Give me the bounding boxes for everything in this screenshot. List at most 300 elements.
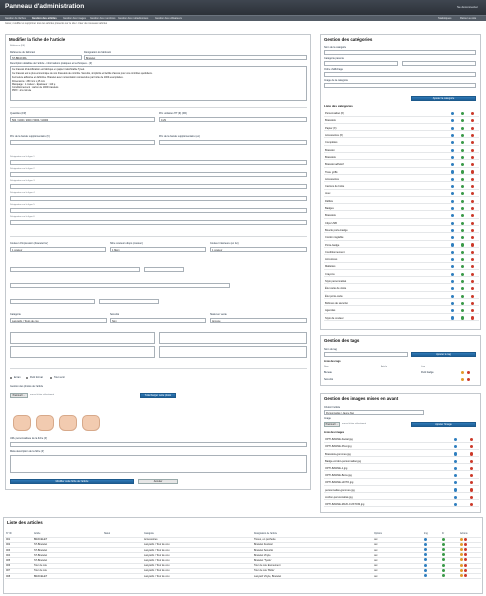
mini-label: Désignation sur la ligne 4: [10, 192, 35, 194]
article-cell: Tour de cou 'Boîte': [253, 568, 373, 573]
view-icon[interactable]: [451, 273, 454, 276]
delete-icon[interactable]: [471, 251, 474, 254]
category-row: [324, 264, 479, 270]
delete-icon[interactable]: [470, 438, 473, 441]
add-tag-button[interactable]: Ajouter le tag: [411, 352, 476, 357]
main-nav: [0, 15, 486, 21]
edit-icon[interactable]: [461, 112, 464, 115]
category-row: [324, 162, 479, 168]
category-name: Bracelets: [325, 119, 336, 123]
delete-icon[interactable]: [464, 553, 467, 556]
article-cell: Bracelet Sécurité: [253, 548, 373, 553]
delete-icon[interactable]: [464, 574, 467, 577]
edit-icon[interactable]: [461, 280, 464, 283]
view-icon[interactable]: [451, 207, 454, 210]
column-header: Catégorie: [143, 532, 253, 537]
cancel-button[interactable]: Annuler: [138, 479, 178, 484]
flag-icon[interactable]: [442, 574, 445, 577]
delete-icon[interactable]: [471, 207, 474, 210]
image-file-name: Bracelets-gommes.jpg: [325, 452, 351, 456]
view-icon[interactable]: [451, 251, 454, 254]
view-icon[interactable]: [451, 287, 454, 290]
delete-icon[interactable]: [467, 378, 470, 381]
delete-icon[interactable]: [471, 265, 474, 268]
delete-icon[interactable]: [470, 488, 473, 491]
opt-label-1: Prix de la bande supplémentaire (fr): [10, 135, 50, 138]
mini-label: Désignation sur la ligne 3: [10, 180, 35, 182]
article-cell: Lanyards / Tour de cou: [143, 548, 253, 553]
divider: [10, 368, 307, 369]
edit-icon[interactable]: [461, 214, 464, 217]
delete-icon[interactable]: [471, 127, 474, 130]
flag-icon[interactable]: [442, 569, 445, 572]
category-row: [324, 199, 479, 205]
flag-icon[interactable]: [442, 543, 445, 546]
extra-input-2[interactable]: [144, 267, 184, 272]
notes-b[interactable]: [159, 332, 307, 344]
delete-icon[interactable]: [471, 112, 474, 115]
delete-icon[interactable]: [471, 178, 474, 181]
delete-icon[interactable]: [470, 481, 473, 484]
edit-icon[interactable]: [460, 569, 463, 572]
category-row: [324, 250, 479, 256]
edit-icon[interactable]: [461, 185, 464, 188]
choose-file-button[interactable]: Parcourir…: [10, 393, 28, 398]
edit-icon[interactable]: [461, 127, 464, 130]
delete-icon[interactable]: [471, 134, 474, 137]
view-icon[interactable]: [451, 127, 454, 130]
cat-image-input[interactable]: [324, 83, 476, 88]
delete-icon[interactable]: [470, 474, 473, 477]
view-icon[interactable]: [451, 149, 454, 152]
flag-icon[interactable]: [442, 538, 445, 541]
edit-icon[interactable]: [460, 548, 463, 551]
edit-icon[interactable]: [461, 229, 464, 232]
fr-label: Référence (FR): [10, 45, 26, 47]
color-select-2[interactable]: 1 Mém: [110, 247, 206, 252]
article-cell: Lanyards / Tour de cou: [143, 553, 253, 558]
category-row: [324, 169, 479, 175]
images-list-title: Liste des images: [324, 431, 345, 434]
view-icon[interactable]: [451, 243, 454, 246]
edit-icon[interactable]: [461, 156, 464, 159]
article-cell: 003: [5, 548, 33, 553]
edit-icon[interactable]: [461, 207, 464, 210]
color-label-1: Couleur d'impression (bracelet fer): [10, 242, 49, 245]
nav-item-stats[interactable]: Statistiques: [438, 17, 452, 21]
upload-photo-button[interactable]: Télécharger cette photo: [140, 393, 176, 398]
view-icon[interactable]: [454, 445, 457, 448]
image-icon[interactable]: [424, 538, 427, 541]
delete-icon[interactable]: [471, 200, 474, 203]
category-row: [324, 111, 479, 117]
delete-icon[interactable]: [471, 229, 474, 232]
view-icon[interactable]: [451, 302, 454, 305]
mini-input[interactable]: [10, 220, 307, 225]
nav-item-back[interactable]: Retour au site: [460, 17, 477, 21]
edit-icon[interactable]: [461, 236, 464, 239]
image-row: [324, 480, 479, 486]
edit-icon[interactable]: [461, 287, 464, 290]
category-name: Étui carte de visite: [325, 287, 347, 291]
cat-order-input[interactable]: [324, 72, 476, 77]
article-options: oui: [373, 558, 423, 563]
cat-parent-select[interactable]: [324, 61, 398, 66]
notes-c[interactable]: [10, 346, 155, 358]
category-row: [324, 257, 479, 263]
notes-d[interactable]: [159, 346, 307, 358]
add-category-button[interactable]: Ajouter la catégorie: [411, 96, 476, 101]
category-row: [324, 126, 479, 132]
delete-icon[interactable]: [471, 163, 474, 166]
delete-icon[interactable]: [470, 503, 473, 506]
type-select[interactable]: Non: [110, 318, 206, 323]
category-name: Stylo personnalisé: [325, 280, 347, 284]
category-name: Porte-badge: [325, 243, 340, 247]
view-icon[interactable]: [451, 141, 454, 144]
delete-icon[interactable]: [471, 309, 474, 312]
category-row: [324, 301, 479, 307]
mini-input[interactable]: [10, 172, 307, 177]
edit-icon[interactable]: [461, 243, 464, 246]
article-cell: Tissus, en pochette: [253, 537, 373, 542]
category-row: [324, 294, 479, 300]
image-file-name: Badge-cordon-personnalisé.jpg: [325, 459, 362, 463]
add-image-button[interactable]: Ajouter l'image: [411, 422, 476, 427]
delete-icon[interactable]: [471, 280, 474, 283]
extra-input-3[interactable]: [10, 283, 230, 288]
img-choose-button[interactable]: Parcourir…: [325, 423, 339, 426]
flag-icon[interactable]: [442, 548, 445, 551]
image-icon[interactable]: [424, 543, 427, 546]
edit-icon[interactable]: [460, 553, 463, 556]
nav-item-images[interactable]: Gestion des images: [63, 17, 86, 21]
category-row: [324, 213, 479, 219]
tag-col-link: Lien: [421, 366, 426, 368]
category-row: [324, 286, 479, 292]
delete-icon[interactable]: [471, 141, 474, 144]
edit-icon[interactable]: [461, 163, 464, 166]
edit-icon[interactable]: [461, 170, 464, 173]
view-icon[interactable]: [451, 222, 454, 225]
tags-list-title: Liste des tags: [324, 360, 341, 363]
check-ecran[interactable]: [10, 377, 12, 379]
color-label-3: Couleur intérieure (en fer): [210, 242, 239, 245]
article-cell: 002: [5, 542, 33, 547]
desc-textarea[interactable]: [10, 66, 307, 101]
category-row: [324, 184, 479, 190]
qty-label: Quantités (FR): [10, 112, 27, 115]
image-icon[interactable]: [424, 553, 427, 556]
delete-icon[interactable]: [470, 496, 473, 499]
tags-panel: [320, 335, 481, 386]
delete-icon[interactable]: [471, 258, 474, 261]
view-icon[interactable]: [454, 452, 457, 455]
edit-icon[interactable]: [461, 309, 464, 312]
edit-icon[interactable]: [461, 378, 464, 381]
article-options: oui: [373, 553, 423, 558]
image-file-name: OPTI-BANNE-1.jpg: [325, 466, 348, 470]
tag-col-name: Nom: [324, 366, 329, 368]
delete-icon[interactable]: [470, 452, 473, 455]
meta-textarea[interactable]: [10, 455, 307, 473]
view-icon[interactable]: [454, 488, 457, 491]
view-icon[interactable]: [451, 185, 454, 188]
view-icon[interactable]: [454, 503, 457, 506]
opt-input-1[interactable]: [10, 140, 155, 145]
delete-icon[interactable]: [464, 569, 467, 572]
category-row: [324, 155, 479, 161]
category-name: Conditionnement: [325, 250, 345, 254]
image-file-name: OPTI-BANNE-HOTO.jpg: [325, 481, 354, 485]
view-icon[interactable]: [454, 481, 457, 484]
view-icon[interactable]: [451, 236, 454, 239]
check-tout[interactable]: [50, 377, 52, 379]
category-row: [324, 308, 479, 314]
color-select-1[interactable]: 1 couleur: [10, 247, 106, 252]
extra-input-5[interactable]: [99, 299, 159, 304]
edit-icon[interactable]: [461, 141, 464, 144]
view-icon[interactable]: [451, 119, 454, 122]
hand-photo-4: [82, 415, 100, 431]
disconnect-link[interactable]: Se déconnecter: [456, 5, 478, 9]
desc-line: Ce bracelet est le plus économique de nos bracelets de contrôle. Sécurité, simplicité et facilité d'accès pour vos contrôles quotidiens.: [12, 72, 153, 75]
delete-icon[interactable]: [471, 170, 474, 173]
desc-line: Ce bracelet d'identification est fabriqué en papier indéchirable Tyvek.: [12, 68, 85, 71]
view-icon[interactable]: [454, 438, 457, 441]
mini-input[interactable]: [10, 208, 307, 213]
delete-icon[interactable]: [464, 564, 467, 567]
category-name: Personnalisé (fr): [325, 112, 345, 116]
edit-icon[interactable]: [461, 273, 464, 276]
category-name: Défilés: [325, 199, 333, 203]
mini-input[interactable]: [10, 184, 307, 189]
cat-order-label: Ordre d'affichage: [324, 68, 344, 71]
category-name: Mallettes: [325, 265, 336, 269]
mini-label: Désignation sur la ligne 1: [10, 156, 35, 158]
column-header: Article: [33, 532, 103, 537]
view-icon[interactable]: [451, 163, 454, 166]
tag-name-label: Nom du tag: [324, 348, 337, 351]
opt-label-2: Prix de la bande supplémentaire (en): [159, 135, 200, 138]
article-cell: Tour de cou: [33, 563, 103, 568]
edit-icon[interactable]: [461, 316, 464, 319]
edit-icon[interactable]: [461, 178, 464, 181]
delete-icon[interactable]: [471, 222, 474, 225]
no-file-text: aucun fichier sélectionné: [30, 394, 55, 396]
nav-item-users[interactable]: Gestion des utilisateurs: [155, 17, 182, 21]
edit-icon[interactable]: [461, 251, 464, 254]
image-icon[interactable]: [424, 569, 427, 572]
view-icon[interactable]: [451, 316, 454, 319]
article-cell: Lanyards / Tour de cou: [143, 568, 253, 573]
check-ecran-label: Écran: [14, 376, 21, 379]
edit-icon[interactable]: [461, 149, 464, 152]
category-row: [324, 206, 479, 212]
edit-icon[interactable]: [461, 371, 464, 374]
qty-input[interactable]: 500 / 1000 / 2000 / 5000 / 10000: [10, 117, 155, 122]
delete-icon[interactable]: [470, 467, 473, 470]
image-icon[interactable]: [424, 564, 427, 567]
column-header: Désignation de l'article: [253, 532, 373, 537]
delete-icon[interactable]: [471, 287, 474, 290]
category-name: Étui porte-carte: [325, 294, 343, 298]
desc-line: Conditionnement : carton de 1000 bracelets: [12, 86, 59, 89]
delete-icon[interactable]: [471, 243, 474, 246]
view-icon[interactable]: [454, 474, 457, 477]
image-icon[interactable]: [424, 574, 427, 577]
delete-icon[interactable]: [471, 156, 474, 159]
edit-icon[interactable]: [461, 192, 464, 195]
opt-input-2[interactable]: [159, 140, 307, 145]
cat-select[interactable]: Lanyards / Tours de cou: [10, 318, 107, 323]
article-cell: Lanyards / Tour de cou: [143, 563, 253, 568]
nav-item-articles[interactable]: Gestion des articles: [32, 17, 57, 21]
notes-a[interactable]: [10, 332, 155, 344]
extra-input-1[interactable]: [10, 267, 140, 272]
category-row: [324, 235, 479, 241]
check-petit-label: Petit format: [30, 376, 43, 379]
view-icon[interactable]: [451, 265, 454, 268]
category-row: [324, 148, 479, 154]
view-icon[interactable]: [451, 280, 454, 283]
view-icon[interactable]: [451, 309, 454, 312]
save-article-button[interactable]: Modifier cette fiche de l'article: [10, 479, 134, 484]
delete-icon[interactable]: [471, 302, 474, 305]
view-icon[interactable]: [454, 460, 457, 463]
delete-icon[interactable]: [470, 460, 473, 463]
view-icon[interactable]: [451, 229, 454, 232]
delete-icon[interactable]: [471, 192, 474, 195]
view-icon[interactable]: [451, 178, 454, 181]
delete-icon[interactable]: [471, 214, 474, 217]
article-cell: Lanyards / Tour de cou: [143, 574, 253, 579]
flag-icon[interactable]: [442, 558, 445, 561]
image-file-name: OPTI-BANNE-Pixel.jpg: [325, 445, 352, 449]
top-bar: [0, 0, 486, 15]
cat-parent-select-2[interactable]: [402, 61, 476, 66]
column-header: Actions: [459, 532, 481, 537]
delete-icon[interactable]: [464, 558, 467, 561]
view-icon[interactable]: [451, 295, 454, 298]
column-header: N° ID: [5, 532, 33, 537]
delete-icon[interactable]: [471, 185, 474, 188]
edit-icon[interactable]: [461, 119, 464, 122]
edit-icon[interactable]: [461, 222, 464, 225]
delete-icon[interactable]: [467, 371, 470, 374]
article-cell: ST-Bracelet: [33, 542, 103, 547]
article-cell: Accessoires: [143, 537, 253, 542]
view-icon[interactable]: [451, 134, 454, 137]
edit-icon[interactable]: [460, 574, 463, 577]
edit-icon[interactable]: [460, 538, 463, 541]
article-cell: Bracelet 'Tyvek': [253, 558, 373, 563]
meta-label: Méta description de la fiche (fr): [10, 450, 45, 453]
edit-icon[interactable]: [460, 558, 463, 561]
edit-icon[interactable]: [461, 265, 464, 268]
category-name: Accessoires (fr): [325, 134, 344, 138]
image-icon[interactable]: [424, 558, 427, 561]
delete-icon[interactable]: [471, 149, 474, 152]
delete-icon[interactable]: [471, 316, 474, 319]
desc-line: Fermeture adhésive et définitive. Bracelet avec numérotation consécutive par boîte de 1000 exemplaires.: [12, 76, 124, 79]
img-article-select[interactable]: Personnalisé / Jaune fluo: [324, 410, 424, 415]
check-petit[interactable]: [26, 377, 28, 379]
image-row: [324, 437, 479, 443]
delete-icon[interactable]: [471, 119, 474, 122]
mini-input[interactable]: [10, 160, 307, 165]
delete-icon[interactable]: [464, 548, 467, 551]
category-name: Accessoires: [325, 177, 339, 181]
edit-icon[interactable]: [461, 295, 464, 298]
tag-row-name: Sécurité: [324, 378, 334, 381]
edit-icon[interactable]: [461, 200, 464, 203]
tag-name-input[interactable]: [324, 352, 408, 357]
article-cell: Tour de cou Événement: [253, 563, 373, 568]
delete-icon[interactable]: [464, 543, 467, 546]
view-icon[interactable]: [451, 170, 454, 173]
edit-icon[interactable]: [460, 543, 463, 546]
color-select-3[interactable]: 1 couleur: [210, 247, 307, 252]
status-select[interactable]: Ancune: [210, 318, 307, 323]
actions-cell: [459, 574, 481, 579]
price-input[interactable]: 0,29: [159, 117, 307, 122]
delete-icon[interactable]: [471, 273, 474, 276]
view-icon[interactable]: [451, 200, 454, 203]
page-subtitle: Gérer, modifier et supprimer tous les articles présents sur le site / créer de nouveaux articles: [5, 22, 108, 25]
status-label: Statut en vente: [210, 313, 227, 316]
url-input[interactable]: [10, 442, 307, 447]
delete-icon[interactable]: [470, 445, 473, 448]
mini-label: Désignation sur la ligne 2: [10, 168, 35, 170]
design-input[interactable]: Bracelet: [84, 55, 307, 60]
flag-icon[interactable]: [442, 553, 445, 556]
edit-icon[interactable]: [460, 564, 463, 567]
category-name: Papier (fr): [325, 126, 337, 130]
hand-photo-2: [36, 415, 54, 431]
category-name: Bracelet adhésif: [325, 163, 344, 167]
view-icon[interactable]: [451, 214, 454, 217]
desc-label: Description détaillée de l'article - informations pratiques et techniques - (fr): [10, 62, 93, 65]
flag-icon[interactable]: [442, 564, 445, 567]
image-icon[interactable]: [424, 548, 427, 551]
view-icon[interactable]: [451, 156, 454, 159]
edit-icon[interactable]: [461, 302, 464, 305]
ref-input[interactable]: ST-BRACMA: [10, 55, 82, 60]
edit-icon[interactable]: [461, 134, 464, 137]
view-icon[interactable]: [454, 467, 457, 470]
url-label: URL personnalisée de la fiche (fr): [10, 437, 48, 440]
delete-icon[interactable]: [471, 295, 474, 298]
cat-name-input[interactable]: [324, 50, 476, 55]
category-row: [324, 133, 479, 139]
view-icon[interactable]: [451, 112, 454, 115]
delete-icon[interactable]: [471, 236, 474, 239]
mini-input[interactable]: [10, 196, 307, 201]
edit-icon[interactable]: [461, 258, 464, 261]
mini-label: Désignation sur la ligne 6: [10, 216, 35, 218]
nav-item-metadata[interactable]: Gestion des métadonnées: [118, 17, 149, 21]
nav-item-tasks[interactable]: Gestion de tâches: [5, 17, 26, 21]
view-icon[interactable]: [451, 192, 454, 195]
nav-item-members[interactable]: Gestion des membres: [90, 17, 116, 21]
delete-icon[interactable]: [464, 538, 467, 541]
view-icon[interactable]: [451, 258, 454, 261]
view-icon[interactable]: [454, 496, 457, 499]
extra-input-4[interactable]: [10, 299, 95, 304]
type-label: Sécurité: [110, 313, 120, 316]
category-name: Tissu griffé: [325, 170, 338, 174]
